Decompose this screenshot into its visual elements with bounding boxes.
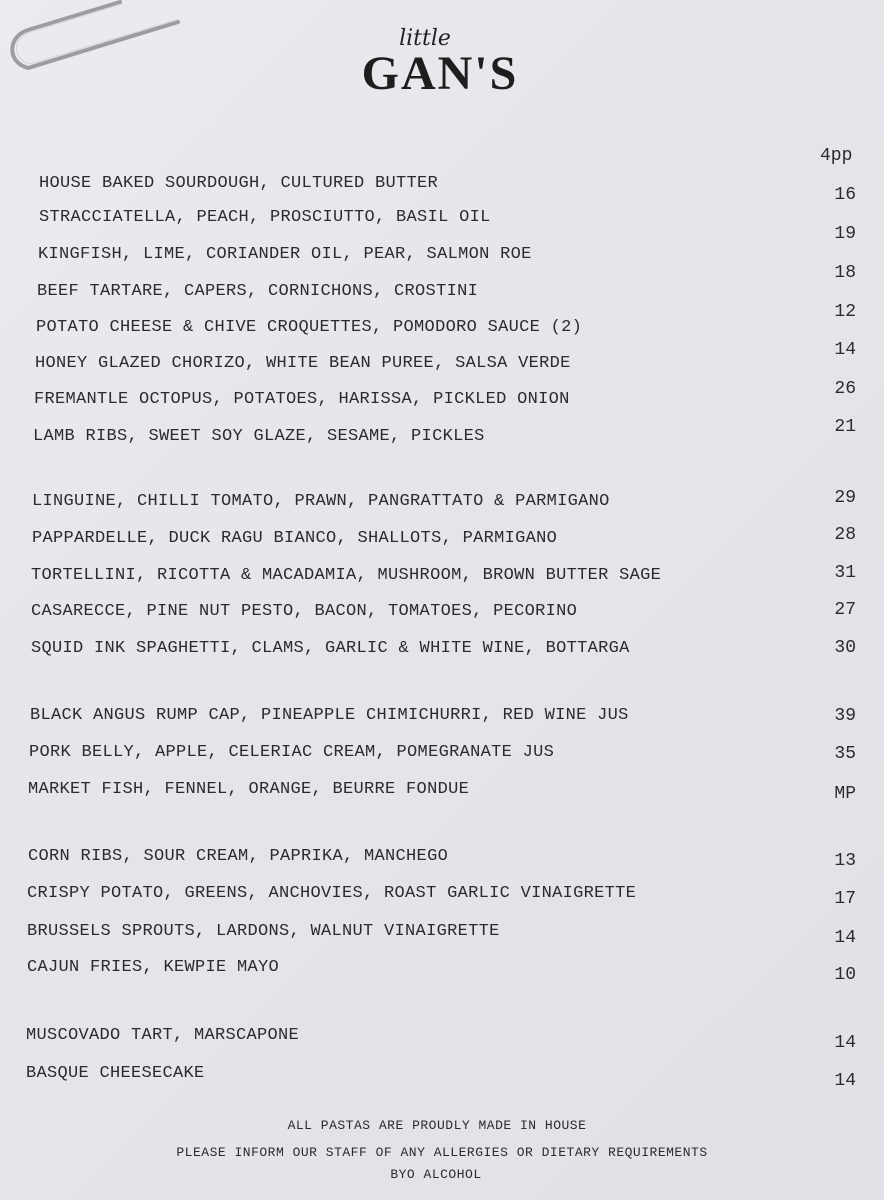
menu-item: MUSCOVADO TART, MARSCAPONE bbox=[26, 1026, 300, 1045]
restaurant-logo bbox=[340, 28, 540, 98]
menu-item: CRISPY POTATO, GREENS, ANCHOVIES, ROAST GARLIC VINAIGRETTE bbox=[27, 884, 637, 903]
menu-item: BRUSSELS SPROUTS, LARDONS, WALNUT VINAIGRETTE bbox=[27, 922, 500, 941]
menu-price: 14 bbox=[834, 928, 856, 948]
paperclip-image bbox=[0, 0, 190, 80]
menu-price: 10 bbox=[834, 965, 856, 985]
menu-item: FREMANTLE OCTOPUS, POTATOES, HARISSA, PICKLED ONION bbox=[34, 390, 570, 409]
menu-item: CASARECCE, PINE NUT PESTO, BACON, TOMATOES, PECORINO bbox=[31, 602, 578, 621]
menu-price: 26 bbox=[834, 379, 856, 399]
menu-item: PORK BELLY, APPLE, CELERIAC CREAM, POMEGRANATE JUS bbox=[29, 743, 555, 762]
menu-item: BLACK ANGUS RUMP CAP, PINEAPPLE CHIMICHURRI, RED WINE JUS bbox=[30, 706, 629, 725]
menu-item: STRACCIATELLA, PEACH, PROSCIUTTO, BASIL OIL bbox=[39, 208, 491, 227]
menu-item: CORN RIBS, SOUR CREAM, PAPRIKA, MANCHEGO bbox=[28, 847, 449, 866]
menu-price: 13 bbox=[834, 851, 856, 871]
menu-price: 27 bbox=[834, 600, 856, 620]
menu-item: LINGUINE, CHILLI TOMATO, PRAWN, PANGRATTATO & PARMIGANO bbox=[32, 492, 610, 511]
menu-price: 29 bbox=[834, 488, 856, 508]
menu-price: 14 bbox=[834, 1033, 856, 1053]
menu-price: 14 bbox=[834, 1071, 856, 1091]
menu-item: MARKET FISH, FENNEL, ORANGE, BEURRE FONDUE bbox=[28, 780, 470, 799]
menu-price: 12 bbox=[834, 302, 856, 322]
menu-item: CAJUN FRIES, KEWPIE MAYO bbox=[27, 958, 280, 977]
menu-price: 19 bbox=[834, 224, 856, 244]
menu-item: HOUSE BAKED SOURDOUGH, CULTURED BUTTER bbox=[39, 174, 439, 193]
footer-note: BYO ALCOHOL bbox=[390, 1167, 482, 1182]
logo-title: GAN'S bbox=[361, 47, 519, 100]
menu-item: SQUID INK SPAGHETTI, CLAMS, GARLIC & WHITE WINE, BOTTARGA bbox=[31, 639, 630, 658]
menu-price: MP bbox=[834, 784, 856, 804]
menu-price: 16 bbox=[834, 185, 856, 205]
menu-price: 18 bbox=[834, 263, 856, 283]
menu-price: 14 bbox=[834, 340, 856, 360]
menu-price: 35 bbox=[834, 744, 856, 764]
logo-small-text: little bbox=[399, 26, 451, 51]
menu-item: LAMB RIBS, SWEET SOY GLAZE, SESAME, PICKLES bbox=[33, 427, 485, 446]
menu-item: HONEY GLAZED CHORIZO, WHITE BEAN PUREE, SALSA VERDE bbox=[35, 354, 571, 373]
menu-item: PAPPARDELLE, DUCK RAGU BIANCO, SHALLOTS, PARMIGANO bbox=[32, 529, 558, 548]
menu-item: POTATO CHEESE & CHIVE CROQUETTES, POMODORO SAUCE (2) bbox=[36, 318, 583, 337]
menu-price: 30 bbox=[834, 638, 856, 658]
menu-price: 31 bbox=[834, 563, 856, 583]
menu-price: 17 bbox=[834, 889, 856, 909]
price-unit-label: 4pp bbox=[820, 146, 853, 166]
menu-item: KINGFISH, LIME, CORIANDER OIL, PEAR, SALMON ROE bbox=[38, 245, 532, 264]
menu-price: 39 bbox=[834, 706, 856, 726]
menu-item: TORTELLINI, RICOTTA & MACADAMIA, MUSHROOM, BROWN BUTTER SAGE bbox=[31, 566, 662, 585]
menu-price: 21 bbox=[834, 417, 856, 437]
menu-item: BEEF TARTARE, CAPERS, CORNICHONS, CROSTINI bbox=[37, 282, 479, 301]
menu-price: 28 bbox=[834, 525, 856, 545]
footer-note: PLEASE INFORM OUR STAFF OF ANY ALLERGIES OR DIETARY REQUIREMENTS bbox=[176, 1145, 708, 1160]
footer-note: ALL PASTAS ARE PROUDLY MADE IN HOUSE bbox=[287, 1118, 587, 1133]
menu-item: BASQUE CHEESECAKE bbox=[26, 1064, 205, 1083]
